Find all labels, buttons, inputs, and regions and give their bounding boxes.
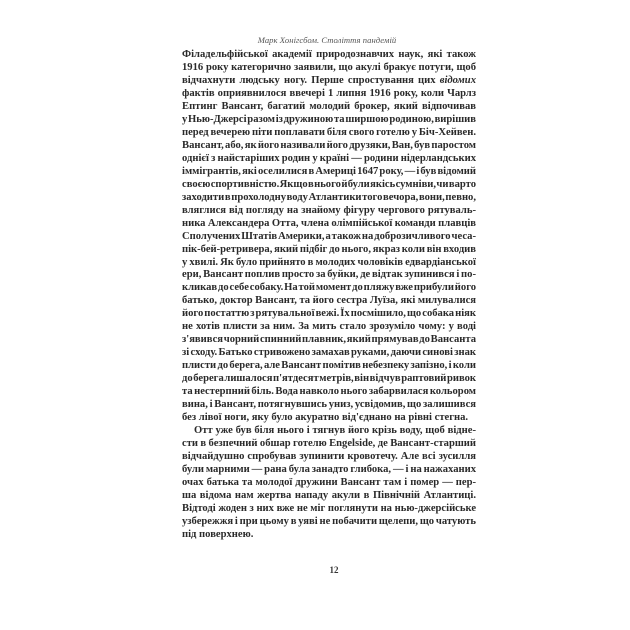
text-line: ери, Вансант поплив просто за буйки, де відтак зупинився і по- bbox=[182, 269, 476, 281]
text-line: у Нью-Джерсі разом із дружиною та ширшою родиною, вирішив bbox=[182, 113, 477, 125]
body-text bbox=[182, 49, 476, 542]
text-line: під поверхнею. bbox=[182, 528, 254, 540]
text-line: сти в безпечний обшар готелю Engelside, де Вансант-старший bbox=[182, 438, 476, 450]
text-line bbox=[182, 75, 476, 88]
text-line: ника Александера Отта, члена олімпійської команди плавців bbox=[182, 217, 476, 229]
text-line: та нестерпний біль. Вода навколо нього забарвилася кольором bbox=[182, 386, 477, 398]
text-line: Відтоді жоден з них вже не міг поглянути на нью-джерсійське bbox=[182, 502, 477, 514]
page-number: 12 bbox=[329, 565, 339, 575]
text-line: Філадельфійської академії природознавчих наук, які також bbox=[182, 49, 476, 60]
text-line: кликав до себе собаку. На той момент до пляжу вже прибули його bbox=[182, 282, 477, 294]
text-segment: відчахнути людську ногу. Перше спростування цих bbox=[182, 74, 440, 86]
emphasized-word: відомих bbox=[439, 74, 476, 86]
text-line: з'явився чорний спинний плавник, який прямував до Вансанта bbox=[182, 334, 476, 346]
text-line: ша відома нам жертва нападу акули в Північній Атлантиці. bbox=[182, 489, 476, 501]
text-line: Отт уже був біля нього і тягнув його крізь воду, щоб відне- bbox=[194, 425, 476, 437]
text-line: зі сходу. Батько стривожено замахав руками, даючи синові знак bbox=[182, 347, 477, 359]
running-header: Марк Хонігсбом. Століття пандемій bbox=[257, 35, 397, 45]
text-line: батько, доктор Вансант, та його сестра Луїза, які милувалися bbox=[182, 295, 476, 307]
text-line: узбережжя і при цьому в уяві не побачити щелепи, що чатують bbox=[182, 515, 476, 527]
text-line: однієї з найстаріших родин у країні — родини нідерландських bbox=[182, 152, 476, 164]
text-line: плисти до берега, але Вансант помітив небезпеку запізно, і коли bbox=[182, 360, 476, 372]
text-line: очах батька та молодої дружини Вансант там і помер — пер- bbox=[182, 476, 476, 488]
text-line: заходити в прохолодну воду Атлантики того вечора, вони, певно, bbox=[182, 191, 476, 203]
text-line: вляглися від погляду на знайому фігуру чергового рятуваль- bbox=[182, 204, 476, 216]
text-line: не хотів плисти за ним. За мить стало зрозуміло чому: у воді bbox=[182, 321, 476, 333]
text-line: фактів оприявнилося ввечері 1 липня 1916 року, коли Чарлз bbox=[182, 87, 476, 99]
text-line: 1916 року категорично заявили, що акулі бракує потуги, щоб bbox=[182, 61, 476, 73]
text-line: іммігрантів, які оселилися в Америці 1647 року, — і був відомий bbox=[182, 165, 476, 177]
text-line: пік-бей-ретривера, який підбіг до нього, якраз коли він входив bbox=[182, 243, 476, 255]
text-line: його постаттю з рятувальної вежі. Їх посмішило, що собака ніяк bbox=[182, 308, 476, 320]
text-line: у хвилі. Як було прийнято в молодих чоловіків едвардіанської bbox=[182, 256, 476, 268]
text-line: перед вечерею піти поплавати біля свого готелю у Біч-Хейвен. bbox=[182, 126, 476, 138]
text-line: були марними — рана була занадто глибока, — і на нажаханих bbox=[182, 464, 476, 475]
text-line: Сполучених Штатів Америки, а також на доброзичливого чеса- bbox=[182, 230, 476, 242]
text-line: відчайдушно спробував зупинити кровотечу. Але всі зусилля bbox=[182, 451, 476, 463]
text-line: Ептинг Вансант, багатий молодий брокер, який відпочивав bbox=[182, 100, 476, 112]
text-line: вина, і Вансант, потягнувшись униз, усвідомив, що залишився bbox=[182, 399, 477, 411]
text-line: своєю спортивністю. Якщо в нього й були якісь сумніви, чи варто bbox=[182, 178, 476, 190]
text-line: до берега лишалося п'ятдесят метрів, він відчув раптовий ривок bbox=[182, 373, 477, 385]
paragraph-1 bbox=[182, 49, 476, 425]
text-line: без лівої ноги, яку було акуратно від'єднано на рівні стегна. bbox=[182, 412, 469, 424]
paragraph-2 bbox=[182, 425, 476, 542]
text-line: Вансант, або, як його називали його друзяки, Ван, був паростом bbox=[182, 139, 477, 151]
